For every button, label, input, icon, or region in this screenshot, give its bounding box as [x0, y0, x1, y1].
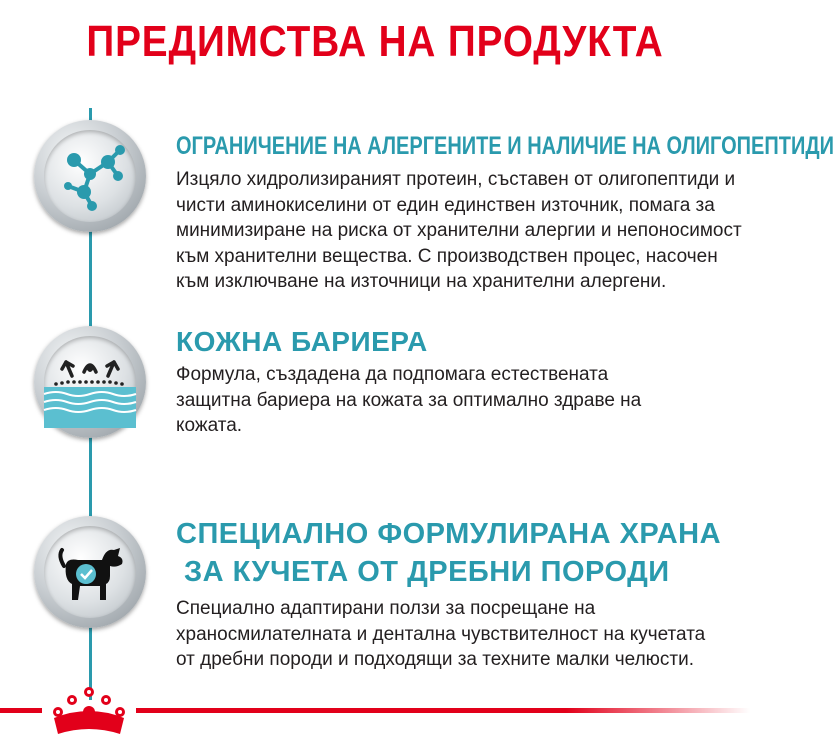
benefit-3-line: Специално адаптирани ползи за посрещане на	[176, 598, 596, 619]
benefit-2-medal	[34, 326, 146, 438]
benefit-2-line: кожата.	[176, 415, 243, 436]
skin-barrier-icon	[44, 336, 136, 428]
benefit-2-line: защитна бариера на кожата за оптимално здраве на	[176, 389, 642, 411]
benefit-3-text	[176, 596, 705, 673]
small-dog-icon	[44, 526, 136, 618]
benefit-3-medal	[34, 516, 146, 628]
benefit-1-line: към хранителни вещества. С производствен процес, насочен	[176, 245, 718, 267]
benefit-3-line: от дребни породи и подходящи за техните малки челюсти.	[176, 649, 695, 670]
benefit-1-line: Изцяло хидролизираният протеин, съставен от олигопептиди и	[176, 169, 736, 190]
benefit-3-line: храносмилателната и дентална чувствителност на кучетата	[176, 623, 706, 645]
royal-crown-logo	[44, 684, 134, 740]
molecule-icon	[44, 130, 136, 222]
benefit-1-line: чисти аминокиселини от един единствен източник, помага за	[176, 194, 715, 216]
footer-stripe-right	[136, 708, 750, 713]
benefit-1-line: минимизиране на риска от хранителни алергии и непоносимост	[176, 220, 742, 241]
benefit-1-heading: ОГРАНИЧЕНИЕ НА АЛЕРГЕНИТЕ И НАЛИЧИЕ НА ОЛИГОПЕПТИДИ	[176, 132, 834, 160]
benefit-2-line: Формула, създадена да подпомага естествената	[176, 364, 609, 385]
benefit-3-heading-line2: ЗА КУЧЕТА ОТ ДРЕБНИ ПОРОДИ	[184, 556, 670, 588]
benefit-3-heading-line1: СПЕЦИАЛНО ФОРМУЛИРАНА ХРАНА	[176, 518, 722, 550]
benefit-1-medal	[34, 120, 146, 232]
footer-stripe-left	[0, 708, 42, 713]
benefit-1-text	[176, 167, 742, 295]
benefit-2-heading: КОЖНА БАРИЕРА	[176, 326, 428, 357]
benefit-1-line: към изключване на източници на хранителни алергени.	[176, 271, 667, 292]
page-title: ПРЕДИМСТВА НА ПРОДУКТА	[86, 17, 664, 66]
benefit-2-text	[176, 362, 641, 439]
